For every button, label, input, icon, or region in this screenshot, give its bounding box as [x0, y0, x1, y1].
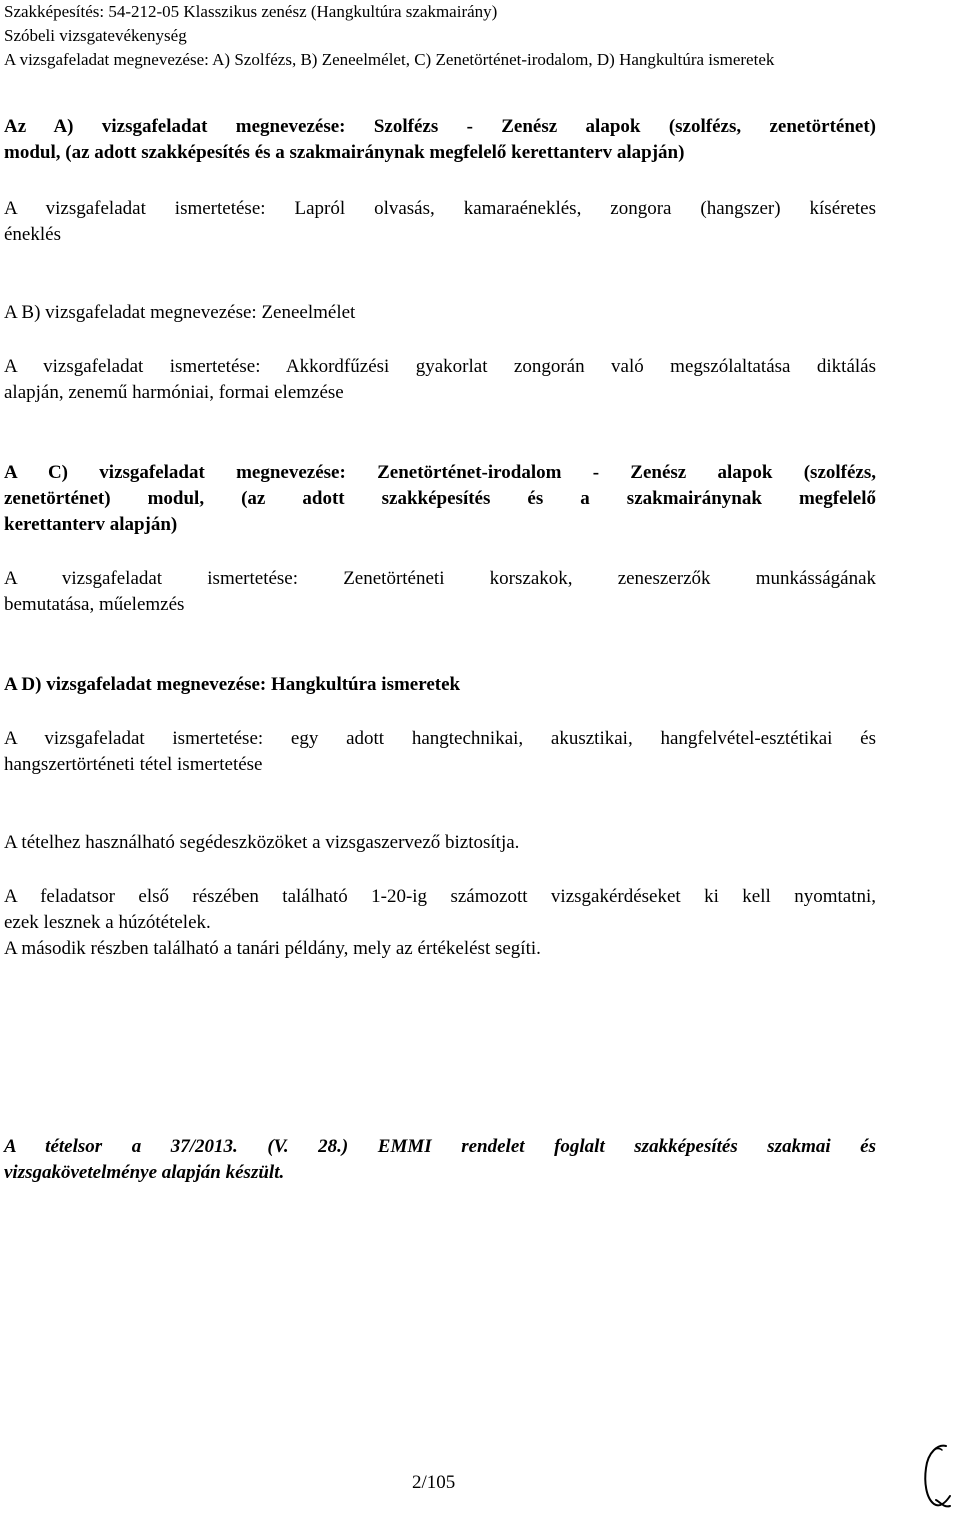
document-header — [4, 0, 904, 72]
header-task-names: A vizsgafeladat megnevezése: A) Szolfézs, B) Zeneelmélet, C) Zenetörténet-irodalom, D) Hangkultúra ismeretek — [4, 50, 775, 69]
first-part-note: A feladatsor első részében található 1-20-ig számozott vizsgakérdéseket ki kell nyomtatni, ezek lesznek a húzótételek. — [4, 886, 876, 933]
regulation-note: A tételsor a 37/2013. (V. 28.) EMMI rendelet foglalt szakképesítés szakmai és vizsgakövetelménye alapján készült. — [4, 1136, 876, 1183]
section-d-description: A vizsgafeladat ismertetése: egy adott hangtechnikai, akusztikai, hangfelvétel-esztétikai és hangszertörténeti tétel ismertetése — [4, 728, 876, 775]
second-part-note: A második részben található a tanári példány, mely az értékelést segíti. — [4, 938, 541, 959]
section-a-description: A vizsgafeladat ismertetése: Lapról olvasás, kamaraéneklés, zongora (hangszer) kíséretes éneklés — [4, 198, 876, 245]
tools-note: A tételhez használható segédeszközöket a vizsgaszervező biztosítja. — [4, 832, 520, 853]
section-b-description: A vizsgafeladat ismertetése: Akkordfűzési gyakorlat zongorán való megszólaltatása diktálás alapján, zenemű harmóniai, formai elemzése — [4, 356, 876, 403]
signature-mark — [920, 1442, 956, 1512]
section-a-title: Az A) vizsgafeladat megnevezése: Szolfézs - Zenész alapok (szolfézs, zenetörténet) modul, (az adott szakképesítés és a szakmairánynak megfelelő kerettanterv alapján) — [4, 116, 876, 163]
section-b-title: A B) vizsgafeladat megnevezése: Zeneelmélet — [4, 302, 356, 323]
page-number: 2/105 — [412, 1472, 456, 1493]
header-qualification: Szakképesítés: 54-212-05 Klasszikus zenész (Hangkultúra szakmairány) — [4, 2, 498, 21]
section-c-description: A vizsgafeladat ismertetése: Zenetörténeti korszakok, zeneszerzők munkásságának bemutatása, műelemzés — [4, 568, 876, 615]
section-d-title: A D) vizsgafeladat megnevezése: Hangkultúra ismeretek — [4, 674, 461, 695]
header-exam-type: Szóbeli vizsgatevékenység — [4, 26, 187, 45]
section-c-title: A C) vizsgafeladat megnevezése: Zenetörténet-irodalom - Zenész alapok (szolfézs, zenetörténet) modul, (az adott szakképesítés és a szakmairánynak megfelelő kerettanterv alapján) — [4, 462, 876, 535]
